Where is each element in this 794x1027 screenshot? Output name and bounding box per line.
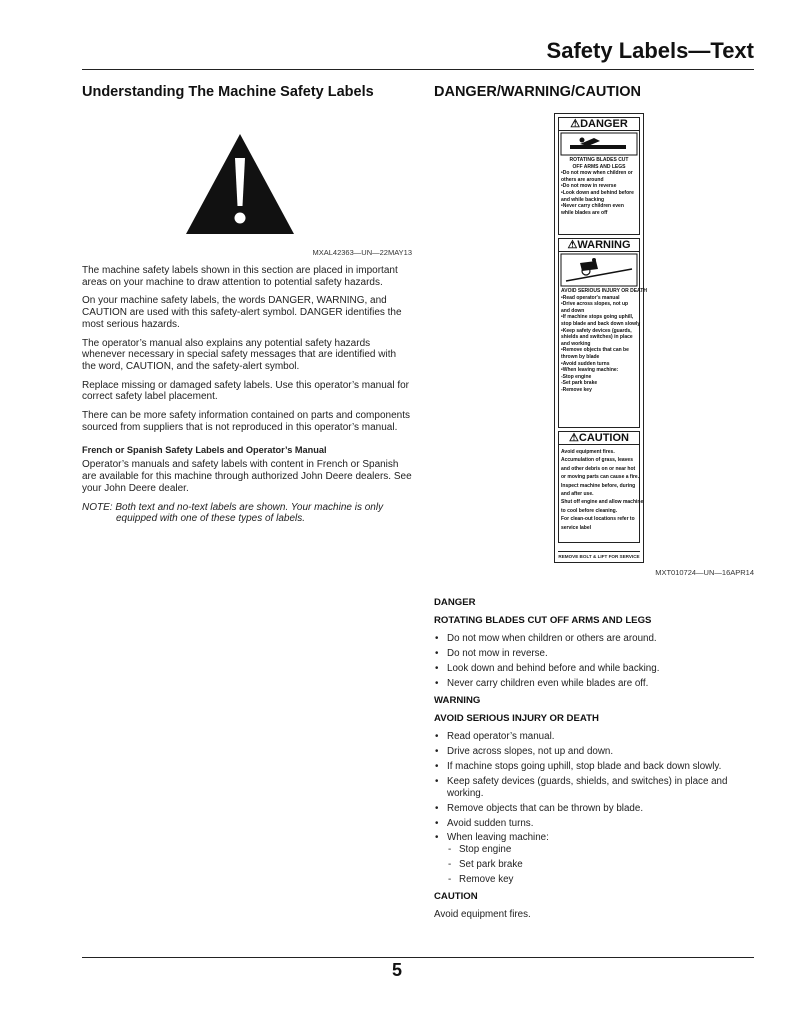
decal-line: •Avoid sudden turns xyxy=(561,360,610,367)
note-line: equipped with one of these types of labels. xyxy=(116,513,306,525)
decal-caution-panel xyxy=(558,431,644,543)
list-item: • Read operator’s manual. xyxy=(434,731,764,743)
decal-line: and down xyxy=(561,307,585,314)
list-item: • Look down and behind before and while backing. xyxy=(434,663,764,675)
decal-line: and after use. xyxy=(561,491,594,498)
decal-caution-text xyxy=(559,445,644,533)
decal-line: •If machine stops going uphill, xyxy=(561,314,634,321)
image-caption: MXT010724—UN—16APR14 xyxy=(655,568,754,577)
paragraph: The machine safety labels shown in this section are placed in important areas on your machine to draw attention to potential safety hazards. xyxy=(82,265,398,288)
warning-title: AVOID SERIOUS INJURY OR DEATH xyxy=(434,713,599,725)
list-item: • Do not mow when children or others are around. xyxy=(434,633,764,645)
decal-line: •Do not mow when children or xyxy=(561,170,633,177)
decal-footer: REMOVE BOLT & LIFT FOR SERVICE xyxy=(558,551,640,559)
decal-line: -Stop engine xyxy=(561,373,592,380)
header-rule xyxy=(82,69,754,70)
decal-line: shields and switches) in place xyxy=(561,334,633,341)
decal-danger-panel xyxy=(558,117,640,235)
section-heading: DANGER/WARNING/CAUTION xyxy=(434,84,642,100)
decal-line: •Look down and behind before xyxy=(561,189,634,196)
rotating-blade-hazard-icon xyxy=(560,132,638,156)
danger-signal-word: DANGER xyxy=(434,597,476,608)
decal-line: Avoid equipment fires. xyxy=(561,449,615,455)
danger-list xyxy=(434,633,764,689)
decal-danger-text xyxy=(559,156,639,217)
decal-danger-header: ⚠DANGER xyxy=(559,118,639,131)
list-item: • Drive across slopes, not up and down. xyxy=(434,746,764,758)
decal-line: -Remove key xyxy=(561,386,592,393)
decal-line: •When leaving machine: xyxy=(561,367,619,374)
caution-text: Avoid equipment fires. xyxy=(434,909,531,921)
sublist-item: - Remove key xyxy=(447,874,764,886)
decal-line: or moving parts can cause a fire. xyxy=(561,474,640,481)
safety-alert-symbol-icon xyxy=(186,134,294,234)
subheading: French or Spanish Safety Labels and Operator’s Manual xyxy=(82,445,327,456)
list-item: • Keep safety devices (guards, shields, and switches) in place and working. xyxy=(434,776,764,799)
decal-line: Inspect machine before, during xyxy=(561,482,636,489)
decal-line: and working xyxy=(561,340,591,347)
decal-warning-text xyxy=(559,287,647,395)
decal-line: while blades are off xyxy=(561,209,608,216)
list-item: • Avoid sudden turns. xyxy=(434,818,764,830)
figure-caption: MXAL42363—UN—22MAY13 xyxy=(312,248,412,257)
decal-line: and other debris on or near hot xyxy=(561,465,636,472)
slope-rollover-hazard-icon xyxy=(560,253,638,287)
sublist-item: - Stop engine xyxy=(447,844,764,856)
decal-line: Accumulation of grass, leaves xyxy=(561,457,633,464)
leaving-machine-sublist xyxy=(447,844,764,885)
decal-line: •Keep safety devices (guards, xyxy=(561,327,632,334)
decal-line: service label xyxy=(561,524,592,531)
decal-line: For clean-out locations refer to xyxy=(561,516,635,523)
decal-line: •Read operator's manual xyxy=(561,294,620,301)
decal-line: ROTATING BLADES CUT xyxy=(569,157,629,163)
list-item: • If machine stops going uphill, stop blade and back down slowly. xyxy=(434,761,764,773)
note xyxy=(82,502,412,525)
warning-signal-word: WARNING xyxy=(434,695,481,707)
safety-alert-figure xyxy=(82,100,412,248)
page-title: Safety Labels—Text xyxy=(546,38,754,63)
left-column xyxy=(82,84,412,525)
paragraph: Replace missing or damaged safety labels. Use this operator’s manual for correct safety label placement. xyxy=(82,379,410,403)
decal-line: Shut off engine and allow machine xyxy=(561,499,644,506)
decal-warning-header: ⚠WARNING xyxy=(559,239,639,252)
paragraph: The operator’s manual also explains any potential safety hazards whenever necessary in special safety messages that are identified with the word, CAUTION, and the safety-alert symbol. xyxy=(82,337,397,372)
list-item xyxy=(434,832,764,885)
decal-caution-header: ⚠CAUTION xyxy=(559,432,639,445)
paragraph: Operator’s manuals and safety labels with content in French or Spanish are available for this machine through authorized John Deere dealers. See your John Deere dealer. xyxy=(82,459,412,494)
warning-list xyxy=(434,731,764,885)
list-item: • Do not mow in reverse. xyxy=(434,648,764,660)
note-line: NOTE: Both text and no-text labels are shown. Your machine is only xyxy=(82,501,384,513)
safety-label-decal xyxy=(554,113,647,563)
decal-line: AVOID SERIOUS INJURY OR DEATH xyxy=(561,288,647,294)
decal-line: -Set park brake xyxy=(561,380,598,387)
page-number: 5 xyxy=(391,960,402,980)
decal-line: •Do not mow in reverse xyxy=(561,183,617,190)
decal-line: •Remove objects that can be xyxy=(561,347,629,354)
safety-messages xyxy=(434,597,764,920)
list-item: • Remove objects that can be thrown by blade. xyxy=(434,803,764,815)
decal-line: •Drive across slopes, not up xyxy=(561,301,629,308)
caution-signal-word: CAUTION xyxy=(434,891,478,903)
sublist-item: - Set park brake xyxy=(447,859,764,871)
decal-line: •Never carry children even xyxy=(561,203,624,210)
list-item: • Never carry children even while blades are off. xyxy=(434,678,764,690)
decal-line: thrown by blade xyxy=(561,353,600,360)
danger-title: ROTATING BLADES CUT OFF ARMS AND LEGS xyxy=(434,615,652,626)
decal-line: OFF ARMS AND LEGS xyxy=(572,163,626,170)
decal-line: and while backing xyxy=(561,196,605,203)
list-item-text: When leaving machine: xyxy=(447,832,549,844)
footer-rule xyxy=(82,957,754,958)
paragraph: On your machine safety labels, the words DANGER, WARNING, and CAUTION are used with this safety-alert symbol. DANGER identifies the most serious hazards. xyxy=(82,295,402,330)
section-heading: Understanding The Machine Safety Labels xyxy=(82,84,374,100)
decal-line: others are around xyxy=(561,176,604,183)
decal-line: stop blade and back down slowly xyxy=(561,320,641,327)
decal-line: to cool before cleaning. xyxy=(561,507,618,514)
paragraph: There can be more safety information contained on parts and components sourced from suppliers that is not reproduced in this operator’s manual. xyxy=(82,410,410,433)
right-column-heading-area xyxy=(434,84,764,100)
decal-warning-panel xyxy=(558,238,647,428)
